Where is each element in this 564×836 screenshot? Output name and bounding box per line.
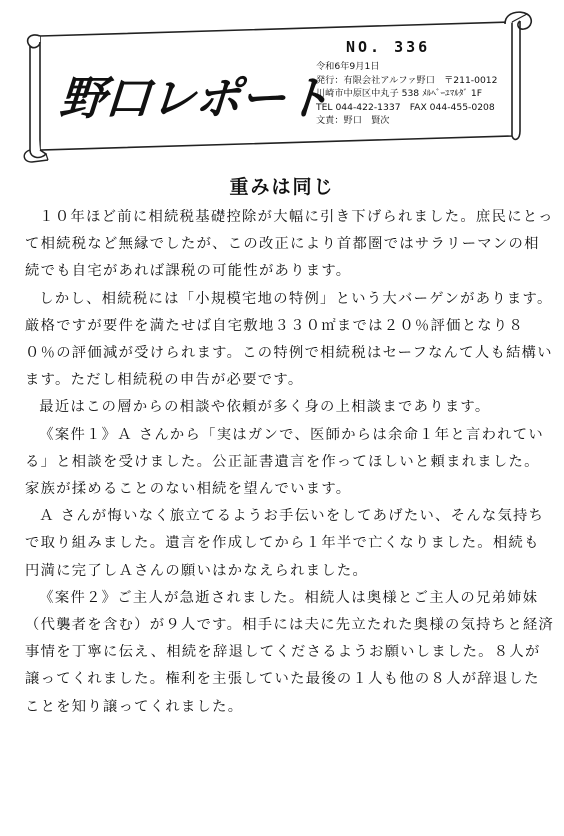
publication-info — [316, 60, 556, 128]
author-line: 文責：野口 賢次 — [316, 115, 390, 127]
issue-number: NO. 336 — [346, 38, 431, 56]
article-paragraph: 《案件２》ご主人が急逝されました。相続人は奥様とご主人の兄弟姉妹（代襲者を含む）が９人です。相手には夫に先立たれた奥様の気持ちと経済事情を丁寧に伝え、相続を辞退してくださるようお願いしました。８人が譲ってくれました。権利を主張していた最後の１人も他の８人が辞退したことを知り譲ってくれました。 — [25, 589, 555, 715]
article-paragraph: Ａ さんが悔いなく旅立てるようお手伝いをしてあげたい、そんな気持ちで取り組みました。遺言を作成してから１年半で亡くなりました。相続も円満に完了しＡさんの願いはかなえられました。 — [25, 508, 545, 579]
article-body — [25, 204, 555, 721]
contact-line: TEL 044-422-1337 FAX 044-455-0208 — [316, 101, 495, 113]
article-paragraph: １０年ほど前に相続税基礎控除が大幅に引き下げられました。庶民にとって相続税など無縁でしたが、この改正により首都圏ではサラリーマンの相続でも自宅があれば課税の可能性があります。 — [25, 209, 554, 280]
header-banner — [0, 0, 564, 170]
article-paragraph: 最近はこの層からの相談や依頼が多く身の上相談まであります。 — [39, 399, 491, 416]
address-line: 川崎市中原区中丸子 538 ﾒﾙﾍﾞｰﾕﾏﾙﾀﾞ 1F — [316, 88, 483, 100]
newsletter-title: 野口レポート — [57, 71, 332, 125]
article-title: 重みは同じ — [229, 176, 335, 198]
article-paragraph: しかし、相続税には「小規模宅地の特例」という大バーゲンがあります。厳格ですが要件を満たせば自宅敷地３３０㎡までは２０％評価となり８０％の評価減が受けられます。この特例で相続税はセーフなんて人も結構います。ただし相続税の申告が必要です。 — [25, 290, 553, 389]
publication-date: 令和6年9月1日 — [316, 61, 380, 72]
article-paragraph: 《案件１》Ａ さんから「実はガンで、医師からは余命１年と言われている」と相談を受けました。公正証書遺言を作ってほしいと頼まれました。家族が揉めることのない相続を望んでいます。 — [25, 426, 544, 498]
publisher-line: 発行：有限会社アルファ野口 〒211-0012 — [316, 74, 498, 86]
